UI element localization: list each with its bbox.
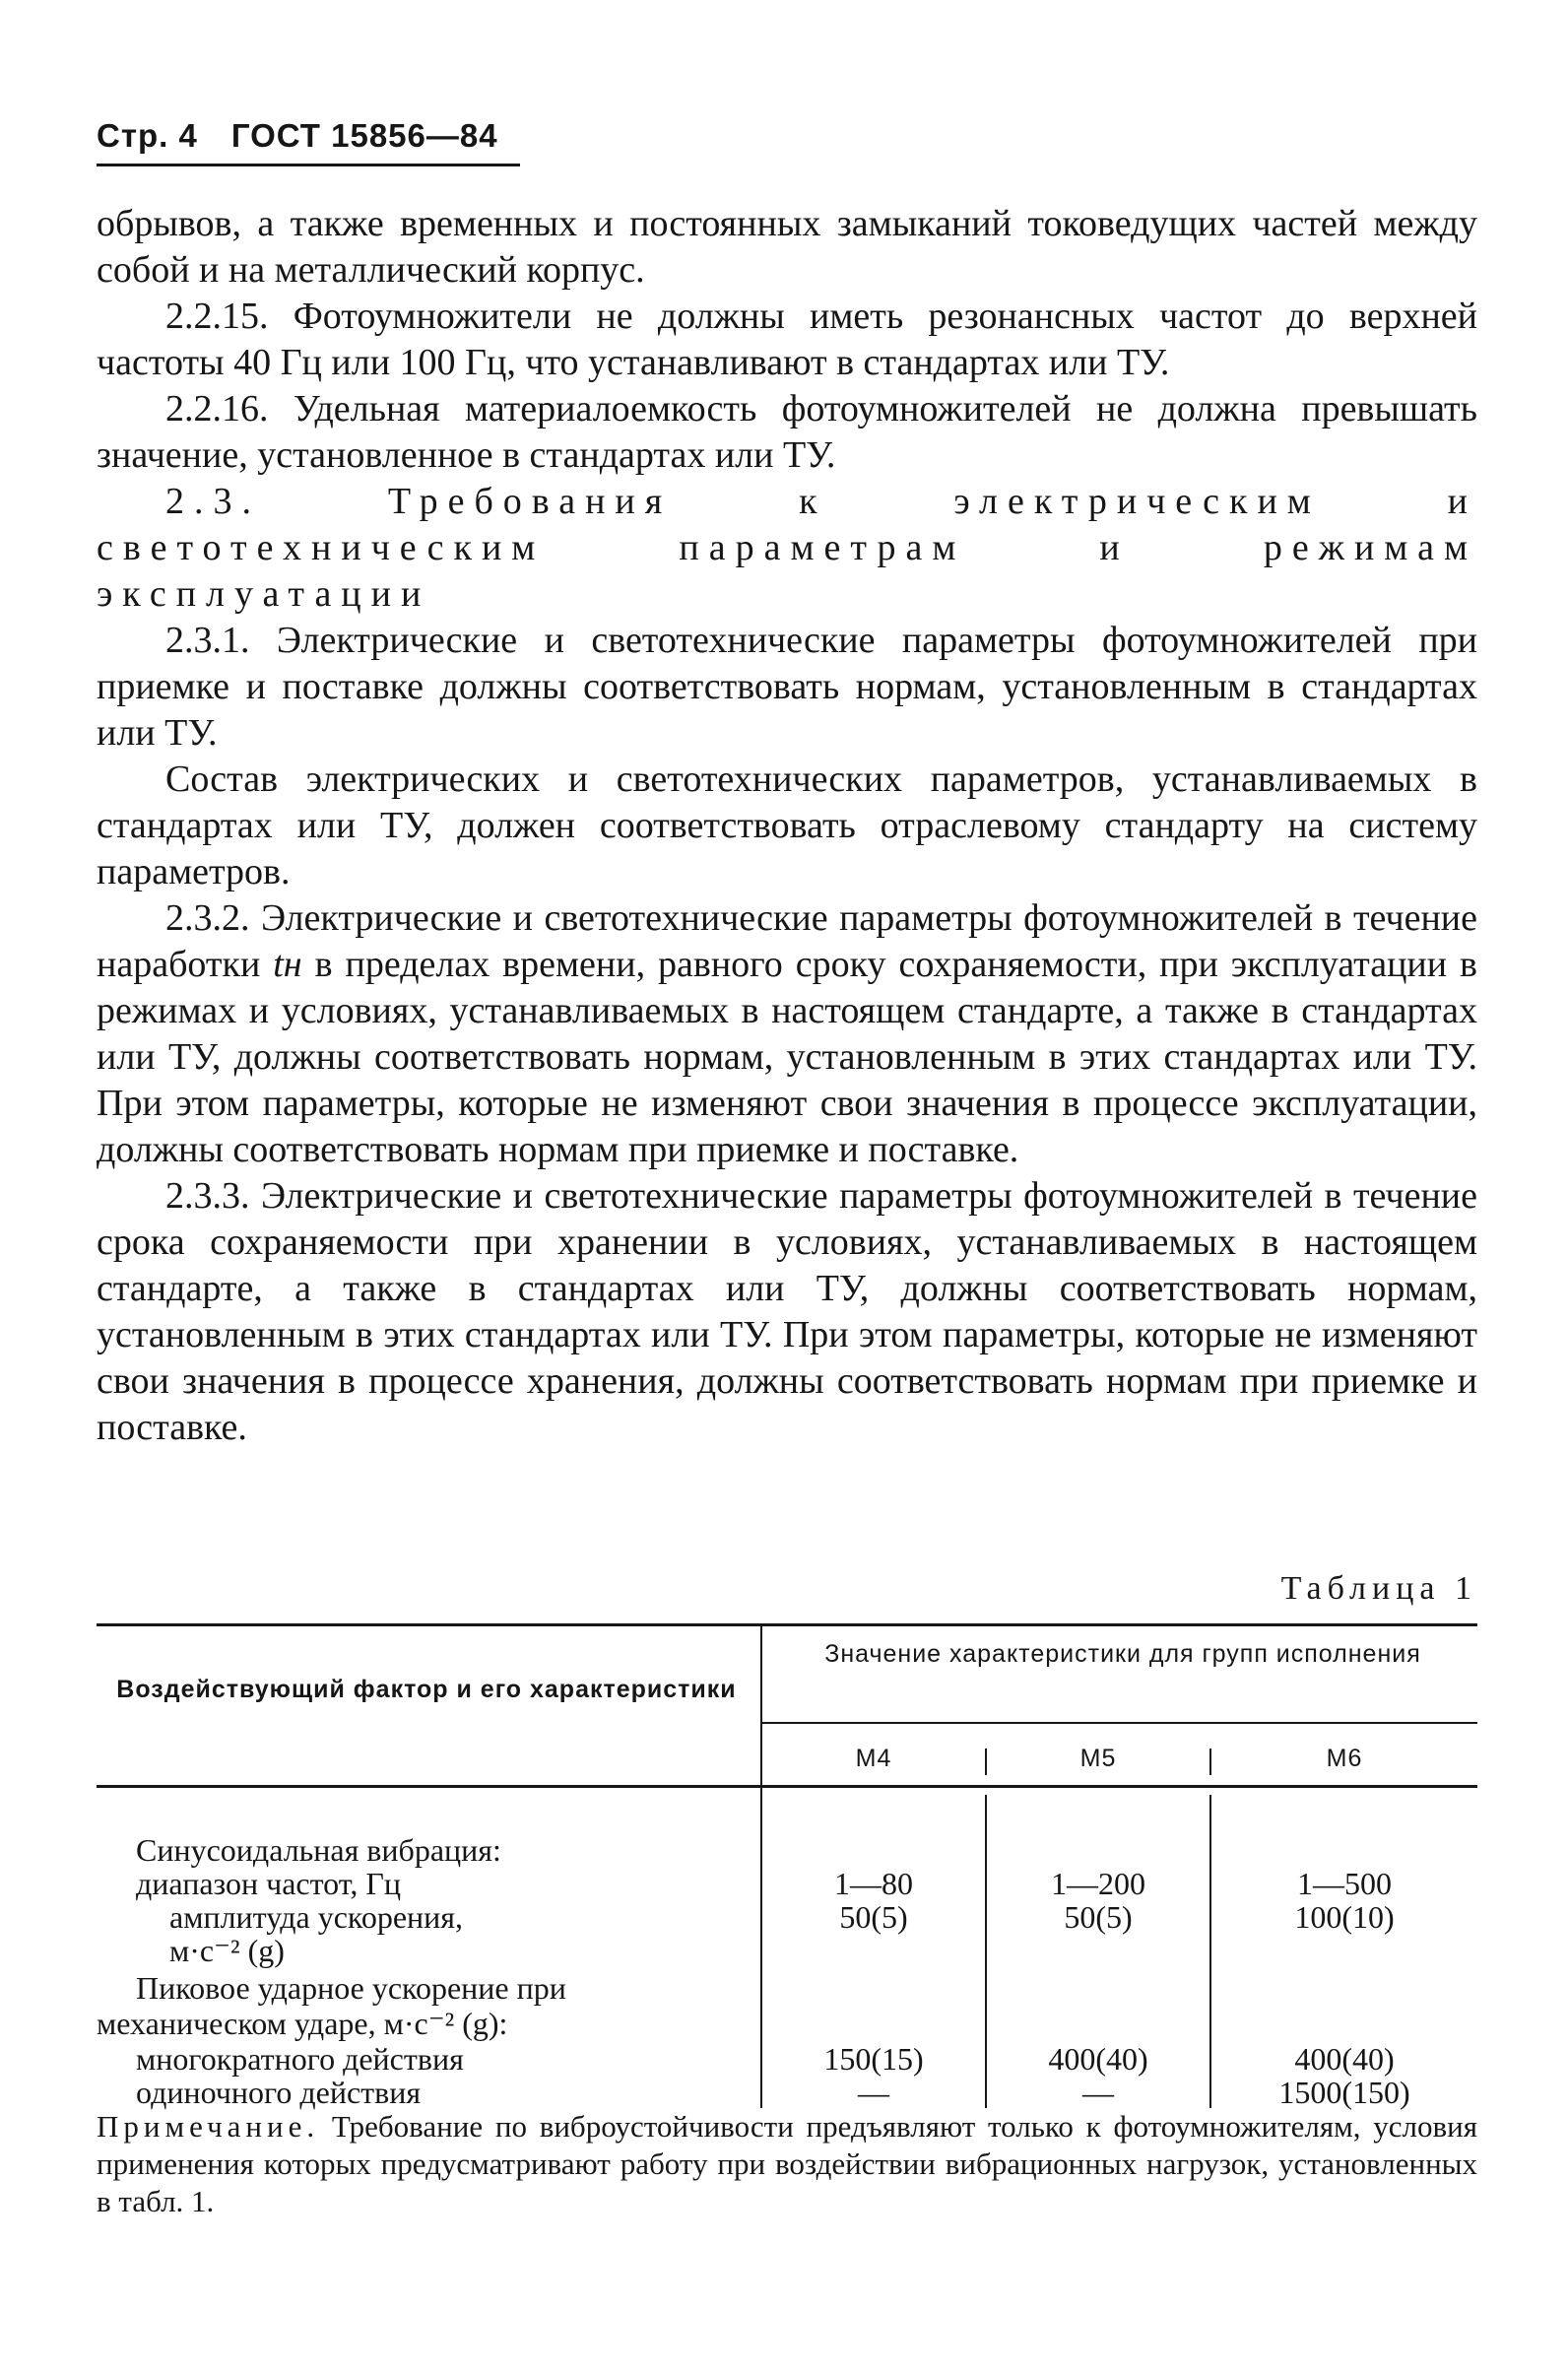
gost-number: ГОСТ 15856—84 — [230, 117, 498, 154]
table-head-group-m5: М5 — [1079, 1745, 1117, 1772]
cell-multiple-m4: 150(15) — [823, 2041, 924, 2077]
cell-frequency-m5: 1—200 — [1051, 1866, 1145, 1901]
cell-amplitude-m6: 100(10) — [1294, 1899, 1395, 1935]
p-2-3-2-start: 2.3.2. Электрические и светотехнические параметры фотоумножителей в течение наработки — [97, 897, 1477, 985]
table-head-group-m4: М4 — [855, 1745, 892, 1772]
cell-frequency-m4: 1—80 — [834, 1866, 913, 1901]
paragraph-2-3-1: 2.3.1. Электрические и светотехнические параметры фотоумножителей при приемке и поставке должны соответствовать нормам, установленным в стандартах или ТУ. — [97, 620, 1477, 754]
page-header — [97, 116, 498, 156]
cell-multiple-m5: 400(40) — [1048, 2041, 1148, 2077]
paragraph-2-3-2 — [97, 895, 1477, 1173]
row-label-frequency-range: диапазон частот, Гц — [136, 1866, 401, 1901]
section-heading-2-3: 2.3. Требования к электрическим и светотехническим параметрам и режимам эксплуатации — [97, 481, 1477, 615]
row-label-peak-shock: Пиковое ударное ускорение при — [136, 1970, 566, 2006]
note-text: Требование по виброустойчивости предъявляют только к фотоумножителям, условия применения которых предусматривают работу при воздействии вибрационных нагрузок, установленных в табл. 1. — [97, 2109, 1477, 2218]
paragraph-2-3-3: 2.3.3. Электрические и светотехнические параметры фотоумножителей в течение срока сохраняемости при хранении в условиях, устанавливаемых в настоящем стандарте, а также в стандартах или ТУ, должны соответствовать нормам, установленным в этих стандартах или ТУ. При этом параметры, которые не изменяют свои значения в процессе хранения, должны соответствовать нормам при приемке и поставке. — [97, 1175, 1477, 1448]
table-note — [97, 2108, 1477, 2220]
row-label-acceleration-amplitude: амплитуда ускорения, — [169, 1899, 463, 1935]
operating-time-variable: tн — [273, 944, 302, 985]
paragraph-2-2-16: 2.2.16. Удельная материалоемкость фотоумножителей не должна превышать значение, установленное в стандартах или ТУ. — [97, 388, 1477, 476]
paragraph-continuation: обрывов, а также временных и постоянных замыканий токоведущих частей между собой и на металлический корпус. — [97, 203, 1477, 291]
body-text — [97, 201, 1477, 1451]
paragraph-2-2-15: 2.2.15. Фотоумножители не должны иметь резонансных частот до верхней частоты 40 Гц или 100 Гц, что устанавливают в стандартах или ТУ. — [97, 296, 1477, 383]
p-2-3-2-end: в пределах времени, равного сроку сохраняемости, при эксплуатации в режимах и условиях, устанавливаемых в настоящем стандарте, а также в стандартах или ТУ, должны соответствовать нормам, установленным в этих стандартах или ТУ. При этом параметры, которые не изменяют свои значения в процессе эксплуатации, должны соответствовать нормам при приемке и поставке. — [97, 944, 1477, 1170]
page-number: Стр. 4 — [97, 117, 198, 154]
cell-single-m4: — — [858, 2075, 889, 2110]
table-header-bottom-rule — [97, 1785, 1477, 1788]
cell-single-m5: — — [1082, 2075, 1114, 2110]
header-underline — [97, 164, 520, 166]
table-group-rule — [760, 1722, 1477, 1724]
row-label-acceleration-units: м·с⁻² (g) — [169, 1933, 285, 1968]
cell-amplitude-m5: 50(5) — [1064, 1899, 1133, 1935]
table-head-group-m6: М6 — [1326, 1745, 1363, 1772]
cell-multiple-m6: 400(40) — [1294, 2041, 1395, 2077]
row-label-single-action: одиночного действия — [136, 2075, 422, 2110]
row-label-mechanical-shock: механическом ударе, м·с⁻² (g): — [97, 2006, 508, 2041]
note-label: Примечание. — [97, 2109, 320, 2144]
row-label-multiple-action: многократного действия — [136, 2041, 464, 2077]
paragraph-composition: Состав электрических и светотехнических параметров, устанавливаемых в стандартах или ТУ, должен соответствовать отраслевому стандарту на систему параметров. — [97, 759, 1477, 892]
cell-single-m6: 1500(150) — [1278, 2075, 1410, 2110]
table-top-rule — [97, 1623, 1477, 1626]
cell-amplitude-m4: 50(5) — [839, 1899, 908, 1935]
table-caption: Таблица 1 — [1280, 1570, 1477, 1607]
table-head-value: Значение характеристики для групп исполнения — [824, 1640, 1421, 1668]
row-label-sine-vibration: Синусоидальная вибрация: — [136, 1832, 501, 1868]
table-head-factor: Воздействующий фактор и его характеристики — [116, 1676, 737, 1703]
cell-frequency-m6: 1—500 — [1297, 1866, 1392, 1901]
